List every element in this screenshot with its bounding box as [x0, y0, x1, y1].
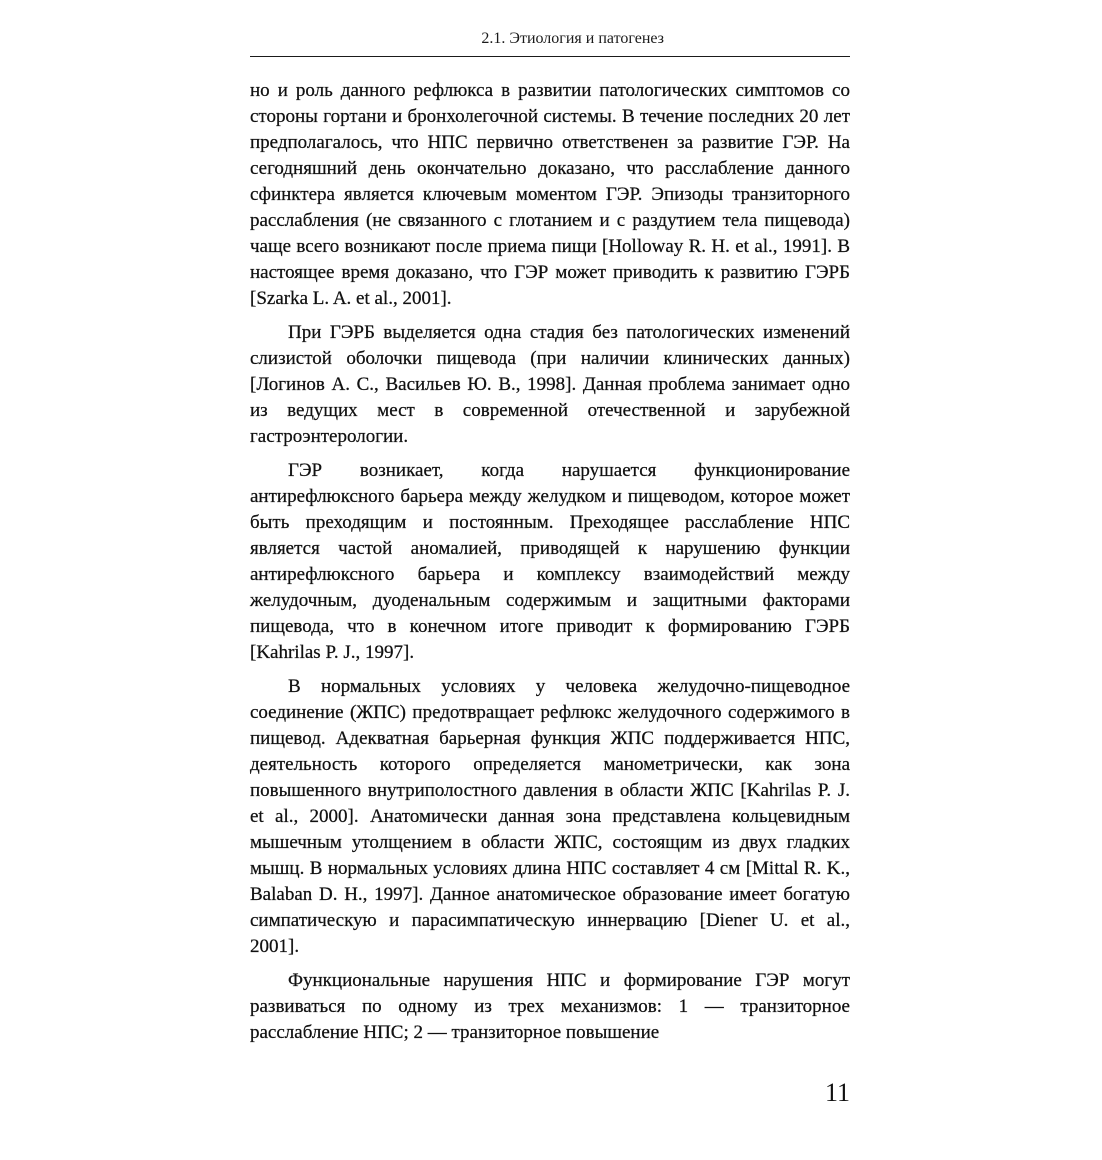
- paragraph-4: В нормальных условиях у человека желудочно-пищеводное соединение (ЖПС) предотвращает рефлюкс желудочного содержимого в пищевод. Адекватная барьерная функция ЖПС поддерживается НПС, деятельность которого определяется манометрически, как зона повышенного внутриполостного давления в области ЖПС [Kahrilas P. J. et al., 2000]. Анатомически данная зона представлена кольцевидным мышечным утолщением в области ЖПС, состоящим из двух гладких мышц. В нормальных условиях длина НПС составляет 4 см [Mittal R. K., Balaban D. H., 1997]. Данное анатомическое образование имеет богатую симпатическую и парасимпатическую иннервацию [Diener U. et al., 2001].: [250, 676, 850, 957]
- paragraph-2: При ГЭРБ выделяется одна стадия без патологических изменений слизистой оболочки пищевода (при наличии клинических данных) [Логинов А. С., Васильев Ю. В., 1998]. Данная проблема занимает одно из ведущих мест в современной отечественной и зарубежной гастроэнтерологии.: [250, 322, 850, 447]
- header-rule: [250, 56, 850, 57]
- body-text: [250, 78, 850, 1054]
- paragraph-5: Функциональные нарушения НПС и формирование ГЭР могут развиваться по одному из трех механизмов: 1 — транзиторное расслабление НПС; 2 — транзиторное повышение: [250, 970, 850, 1043]
- running-header: 2.1. Этиология и патогенез: [481, 30, 664, 47]
- paragraph-1: но и роль данного рефлюкса в развитии патологических симптомов со стороны гортани и бронхолегочной системы. В течение последних 20 лет предполагалось, что НПС первично ответственен за развитие ГЭР. На сегодняшний день окончательно доказано, что расслабление данного сфинктера является ключевым моментом ГЭР. Эпизоды транзиторного расслабления (не связанного с глотанием и с раздутием тела пищевода) чаще всего возникают после приема пищи [Holloway R. H. et al., 1991]. В настоящее время доказано, что ГЭР может приводить к развитию ГЭРБ [Szarka L. A. et al., 2001].: [250, 80, 850, 309]
- paragraph-3: ГЭР возникает, когда нарушается функционирование антирефлюксного барьера между желудком и пищеводом, которое может быть преходящим и постоянным. Преходящее расслабление НПС является частой аномалией, приводящей к нарушению функции антирефлюксного барьера и комплексу взаимодействий между желудочным, дуоденальным содержимым и защитными факторами пищевода, что в конечном итоге приводит к формированию ГЭРБ [Kahrilas P. J., 1997].: [250, 460, 850, 663]
- page-number: 11: [824, 1078, 850, 1107]
